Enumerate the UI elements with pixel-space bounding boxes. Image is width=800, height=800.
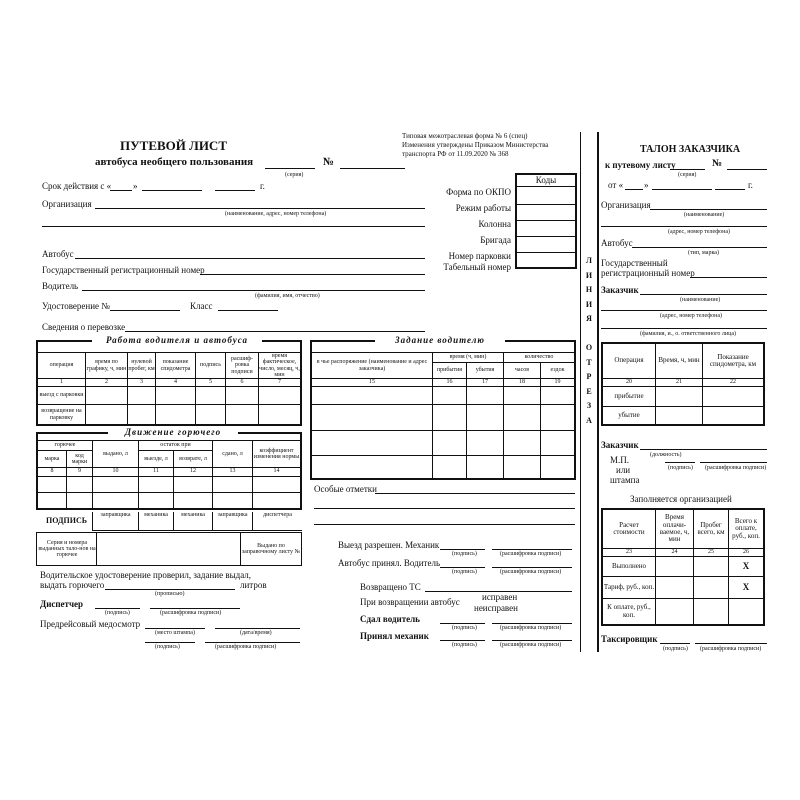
- coupon-sign-caption: (подпись): [663, 646, 688, 652]
- col-number: 18: [519, 378, 525, 385]
- coupon-org-field-2[interactable]: [601, 226, 767, 227]
- col-number: 1: [60, 378, 63, 385]
- org-field[interactable]: [95, 208, 425, 209]
- exit-allowed-label: Выезд разрешен. Механик: [338, 540, 440, 550]
- col-number: 2: [105, 378, 108, 385]
- sign-caption: (подпись): [105, 610, 130, 616]
- sign-caption: (подпись): [452, 625, 477, 631]
- validity-year[interactable]: [215, 190, 255, 191]
- codes-box: [515, 173, 577, 269]
- received-label: Принял механик: [360, 631, 429, 641]
- decode-caption-2: (расшифровка подписи): [215, 644, 277, 650]
- x-mark: Х: [742, 581, 750, 592]
- special-notes-field[interactable]: [375, 493, 575, 494]
- coupon-t2-header: Расчет стоимости: [613, 520, 645, 536]
- coupon-sign-field[interactable]: [665, 462, 695, 463]
- coupon-customer-field-2[interactable]: [601, 310, 767, 311]
- medical-label: Предрейсовый медосмотр: [40, 619, 141, 629]
- number-line[interactable]: [340, 168, 405, 169]
- coupon-row-done: Выполнено: [611, 561, 647, 570]
- code-label-column: Колонна: [478, 219, 511, 229]
- coupon-taxer-label: Таксировщик: [601, 634, 658, 644]
- received-decode-field[interactable]: [492, 640, 572, 641]
- sign-col-dispatcher: диспетчера: [263, 511, 292, 518]
- sign-col-refueler: заправщика: [100, 511, 131, 518]
- coupon-customer-caption: (наименование): [680, 297, 721, 303]
- status-working[interactable]: исправен: [482, 592, 518, 602]
- coupon-from-close: »: [644, 180, 649, 190]
- coupon-or: или: [616, 465, 631, 475]
- coupon-title: ТАЛОН ЗАКАЗЧИКА: [640, 144, 741, 155]
- sign-col-mechanic: механика: [144, 511, 168, 518]
- work-header: расшиф-ровка подписи: [230, 356, 254, 375]
- code-label-mode: Режим работы: [455, 203, 511, 213]
- special-notes-field-3[interactable]: [314, 524, 575, 525]
- form-note-1: Типовая межотраслевая форма № 6 (спец): [402, 132, 528, 140]
- org-field-2[interactable]: [42, 226, 425, 227]
- sign-col-mechanic-2: механика: [181, 511, 205, 518]
- bus-field[interactable]: [75, 258, 425, 259]
- series-caption: (серия): [285, 172, 304, 178]
- license-field[interactable]: [110, 310, 180, 311]
- taxer-sign-field[interactable]: [660, 643, 690, 644]
- cut-line: [580, 132, 581, 652]
- fuel-header-handed: сдано, л: [222, 450, 243, 457]
- task-header-customer: в чье распоряжение (наименование и адрес заказчика): [316, 359, 428, 372]
- coupon-sign-caption: (подпись): [668, 465, 693, 471]
- coupon-fio-field[interactable]: [601, 328, 767, 329]
- document-title: ПУТЕВОЙ ЛИСТ: [120, 138, 227, 153]
- work-header: операция: [49, 362, 74, 369]
- col-number: 5: [209, 378, 212, 385]
- signature-row-label: ПОДПИСЬ: [46, 516, 88, 525]
- mech-decode-field[interactable]: [492, 549, 572, 550]
- coupon-t1-header: Показание спидометра, км: [709, 352, 757, 368]
- coupon-decode-caption: (расшифровка подписи): [700, 646, 762, 652]
- give-fuel-label: выдать горючего: [40, 580, 105, 590]
- coupon-bus-field[interactable]: [632, 247, 767, 248]
- on-return-label: При возвращении автобус: [360, 597, 460, 607]
- special-notes-label: Особые отметки: [314, 484, 377, 494]
- coupon-reg-field[interactable]: [690, 277, 767, 278]
- cut-line-label: Л И Н И Я О Т Р Е З А: [585, 256, 593, 425]
- fuel-sheet-label: Выдано по заправочному листу №: [241, 542, 301, 555]
- fuel-header-code: код марки: [71, 452, 88, 465]
- fuel-table-title: Движение горючего: [108, 426, 238, 438]
- work-header: показание спидометра: [160, 359, 191, 372]
- coupon-day[interactable]: [625, 189, 643, 190]
- col-number: 4: [174, 378, 177, 385]
- work-row-return: возвращение на парковку: [41, 408, 82, 421]
- work-header: подпись: [200, 362, 221, 369]
- dispatcher-sign-field[interactable]: [95, 608, 140, 609]
- coupon-num-sign: №: [712, 158, 723, 169]
- coupon-phone-caption: (адрес, номер телефона): [660, 313, 723, 319]
- decode-caption: (расшифровка подписи): [160, 610, 222, 616]
- accepted-label: Автобус принял. Водитель: [338, 558, 441, 568]
- medical-datetime-field[interactable]: [215, 628, 300, 629]
- coupons-label: Серия и номера выданных тало-нов на горючее: [38, 539, 96, 559]
- status-broken[interactable]: неисправен: [474, 603, 518, 613]
- coupon-stamp: штампа: [610, 475, 640, 485]
- fuel-header-issued: выдано, л: [103, 450, 128, 457]
- class-field[interactable]: [218, 310, 278, 311]
- coupon-t2-header: Время оплачи-ваемое, ч, мин: [659, 513, 690, 544]
- coupon-series-field[interactable]: [670, 169, 705, 170]
- col-number: 7: [278, 378, 281, 385]
- fuel-liters-field[interactable]: [105, 589, 235, 590]
- coupon-t1-header: Время, ч, мин: [658, 356, 700, 365]
- series-line[interactable]: [265, 168, 315, 169]
- coupon-position-field[interactable]: [640, 449, 767, 450]
- col-number: 17: [482, 378, 488, 385]
- coupon-t2-header: Пробег всего, км: [697, 520, 725, 536]
- coupon-row-tariff: Тариф, руб., коп.: [603, 582, 655, 591]
- decode-caption: (расшифровка подписи): [500, 551, 562, 557]
- decode-caption: (расшифровка подписи): [500, 569, 562, 575]
- coupon-row-to-pay: К оплате, руб., коп.: [607, 603, 651, 619]
- col-number: 21: [676, 378, 682, 385]
- col-number: 26: [743, 548, 749, 555]
- coupon-customer-2-label: Заказчик: [601, 440, 639, 450]
- received-sign-field[interactable]: [440, 640, 485, 641]
- fuel-header-remain: остаток при: [160, 442, 191, 449]
- org-label: Организация: [42, 199, 92, 209]
- dispatcher-label: Диспетчер: [40, 599, 84, 609]
- coupon-org-label: Организация: [601, 200, 651, 210]
- validity-day[interactable]: [110, 190, 132, 191]
- col-number: 24: [671, 548, 678, 555]
- col-number: 15: [369, 378, 375, 385]
- coupon-t2-header: Всего к оплате, руб., коп.: [732, 516, 760, 540]
- handed-sign-field[interactable]: [440, 623, 485, 624]
- liters-label: литров: [240, 580, 267, 590]
- driver-label: Водитель: [42, 281, 79, 291]
- driver-decode-field[interactable]: [492, 567, 572, 568]
- place-caption: (место штампа): [155, 630, 195, 636]
- sign-caption: (подпись): [452, 642, 477, 648]
- taxer-decode-field[interactable]: [695, 643, 767, 644]
- driver-field[interactable]: [82, 290, 425, 291]
- col-number: 12: [190, 468, 196, 475]
- task-table-title: Задание водителю: [375, 334, 505, 346]
- sign-col-refueler-2: заправщика: [217, 511, 248, 518]
- decode-caption: (расшифровка подписи): [500, 642, 562, 648]
- carrier-label: Сведения о перевозке: [42, 322, 126, 332]
- license-label: Удостоверение №: [42, 301, 110, 311]
- col-number: 13: [229, 468, 236, 475]
- col-number: 20: [626, 378, 632, 385]
- coupon-year-suffix: г.: [748, 180, 753, 190]
- coupon-position-caption: (должность): [650, 452, 682, 458]
- coupon-decode-field[interactable]: [700, 462, 767, 463]
- work-row-exit: выезд с парковки: [39, 392, 84, 399]
- coupon-bus-label: Автобус: [601, 238, 633, 248]
- words-caption: (прописью): [155, 591, 185, 597]
- coupon-year[interactable]: [715, 189, 745, 190]
- number-sign: №: [323, 156, 335, 168]
- coupon-t1-header: Операция: [614, 356, 644, 365]
- coupon-filled-by-org: Заполняется организацией: [630, 494, 732, 504]
- class-label: Класс: [190, 301, 213, 311]
- col-number: 25: [708, 548, 714, 555]
- reg-number-label: Государственный регистрационный номер: [42, 265, 205, 275]
- coupon-org-caption: (наименование): [684, 212, 725, 218]
- task-header-departure: убытия: [475, 367, 495, 374]
- fuel-header-coef: коэффициент изменения нормы: [253, 447, 300, 460]
- dispatcher-decode-field[interactable]: [150, 608, 240, 609]
- col-number: 6: [240, 378, 244, 385]
- coupon-row-arrival: прибытие: [614, 391, 644, 400]
- special-notes-field-2[interactable]: [314, 508, 575, 509]
- coupon-decode-caption: (расшифровка подписи): [705, 465, 767, 471]
- work-header: нулевой пробег, км: [128, 359, 155, 372]
- coupon-reg-label-2: регистрационный номер: [601, 268, 695, 278]
- sign-caption-2: (подпись): [155, 644, 180, 650]
- col-number: 19: [554, 378, 561, 385]
- work-header: время по графику, ч, мин: [86, 359, 127, 372]
- fuel-header-return: возврате, л: [179, 455, 207, 462]
- coupon-org-field[interactable]: [650, 209, 767, 210]
- task-header-arrival: прибытия: [436, 367, 463, 374]
- validity-close: »: [133, 181, 138, 191]
- bus-label: Автобус: [42, 249, 74, 259]
- reg-number-field[interactable]: [200, 274, 425, 275]
- fuel-header-fuel: горючее: [54, 442, 76, 449]
- col-number: 11: [153, 468, 159, 475]
- col-number: 10: [112, 468, 119, 475]
- task-header-hours: часов: [514, 367, 530, 374]
- fuel-header-exit: выезде, л: [144, 455, 168, 462]
- coupon-number-field[interactable]: [727, 169, 767, 170]
- coupon-series-caption: (серия): [678, 172, 697, 178]
- coupon-bus-caption: (тип, марка): [688, 250, 719, 256]
- medical-stamp-field[interactable]: [145, 628, 205, 629]
- work-header: время фактическое, число, месяц, ч, мин: [259, 352, 300, 378]
- codes-title: Коды: [535, 175, 557, 185]
- col-number: 14: [273, 468, 280, 475]
- col-number: 22: [730, 378, 736, 385]
- cut-line-right: [597, 132, 599, 652]
- medical-decode-field[interactable]: [205, 642, 300, 643]
- validity-month[interactable]: [142, 190, 202, 191]
- work-table-title: Работа водителя и автобуса: [92, 334, 262, 346]
- sign-caption: (подпись): [452, 551, 477, 557]
- coupon-customer-label: Заказчик: [601, 285, 639, 295]
- coupon-mp: М.П.: [610, 455, 630, 465]
- col-number: 16: [446, 378, 453, 385]
- code-label-tabel: Табельный номер: [443, 262, 511, 272]
- returned-label: Возвращено ТС: [360, 582, 421, 592]
- coupon-reg-label: Государственный: [601, 258, 668, 268]
- task-header-qty: количество: [524, 354, 554, 361]
- check-text: Водительское удостоверение проверил, задание выдал,: [40, 570, 252, 580]
- col-number: 3: [140, 378, 143, 385]
- driver-sign-field[interactable]: [440, 567, 485, 568]
- handed-label: Сдал водитель: [360, 614, 420, 624]
- coupon-row-departure: убытие: [618, 411, 640, 420]
- col-number: 23: [626, 548, 632, 555]
- mech-sign-field[interactable]: [440, 549, 485, 550]
- decode-caption: (расшифровка подписи): [500, 625, 562, 631]
- coupon-customer-field[interactable]: [640, 294, 767, 295]
- sign-caption: (подпись): [452, 569, 477, 575]
- org-caption: (наименование, адрес, номер телефона): [225, 211, 327, 217]
- task-header-time: время (ч, мин): [449, 354, 487, 361]
- fuel-header-brand: марка: [44, 455, 60, 462]
- code-label-brigade: Бригада: [480, 235, 511, 245]
- year-suffix: г.: [260, 181, 265, 191]
- form-note-2: Изменения утверждены Приказом Министерства: [402, 141, 549, 149]
- task-header-trips: ездок: [550, 367, 565, 374]
- document-subtitle: автобуса необщего пользования: [95, 156, 254, 168]
- validity-label: Срок действия с «: [42, 181, 112, 191]
- col-number: 8: [50, 468, 54, 475]
- datetime-caption: (дата/время): [240, 630, 272, 636]
- col-number: 9: [78, 468, 81, 475]
- coupon-to-sheet: к путевому листу: [605, 160, 676, 170]
- coupon-fio-caption: (фамилия, и., о. ответственного лица): [640, 331, 736, 337]
- form-note-3: транспорта РФ от 11.09.2020 № 368: [402, 150, 509, 158]
- driver-caption: (фамилия, имя, отчество): [255, 293, 320, 299]
- medical-sign-field[interactable]: [145, 642, 195, 643]
- carrier-field[interactable]: [125, 331, 425, 332]
- coupon-month[interactable]: [652, 189, 712, 190]
- code-label-parking: Номер парковки: [448, 251, 511, 261]
- coupon-from: от «: [608, 180, 624, 190]
- code-label-okpo: Форма по ОКПО: [446, 187, 511, 197]
- x-mark: Х: [742, 560, 750, 571]
- coupon-addr-caption: (адрес, номер телефона): [668, 229, 731, 235]
- handed-decode-field[interactable]: [492, 623, 572, 624]
